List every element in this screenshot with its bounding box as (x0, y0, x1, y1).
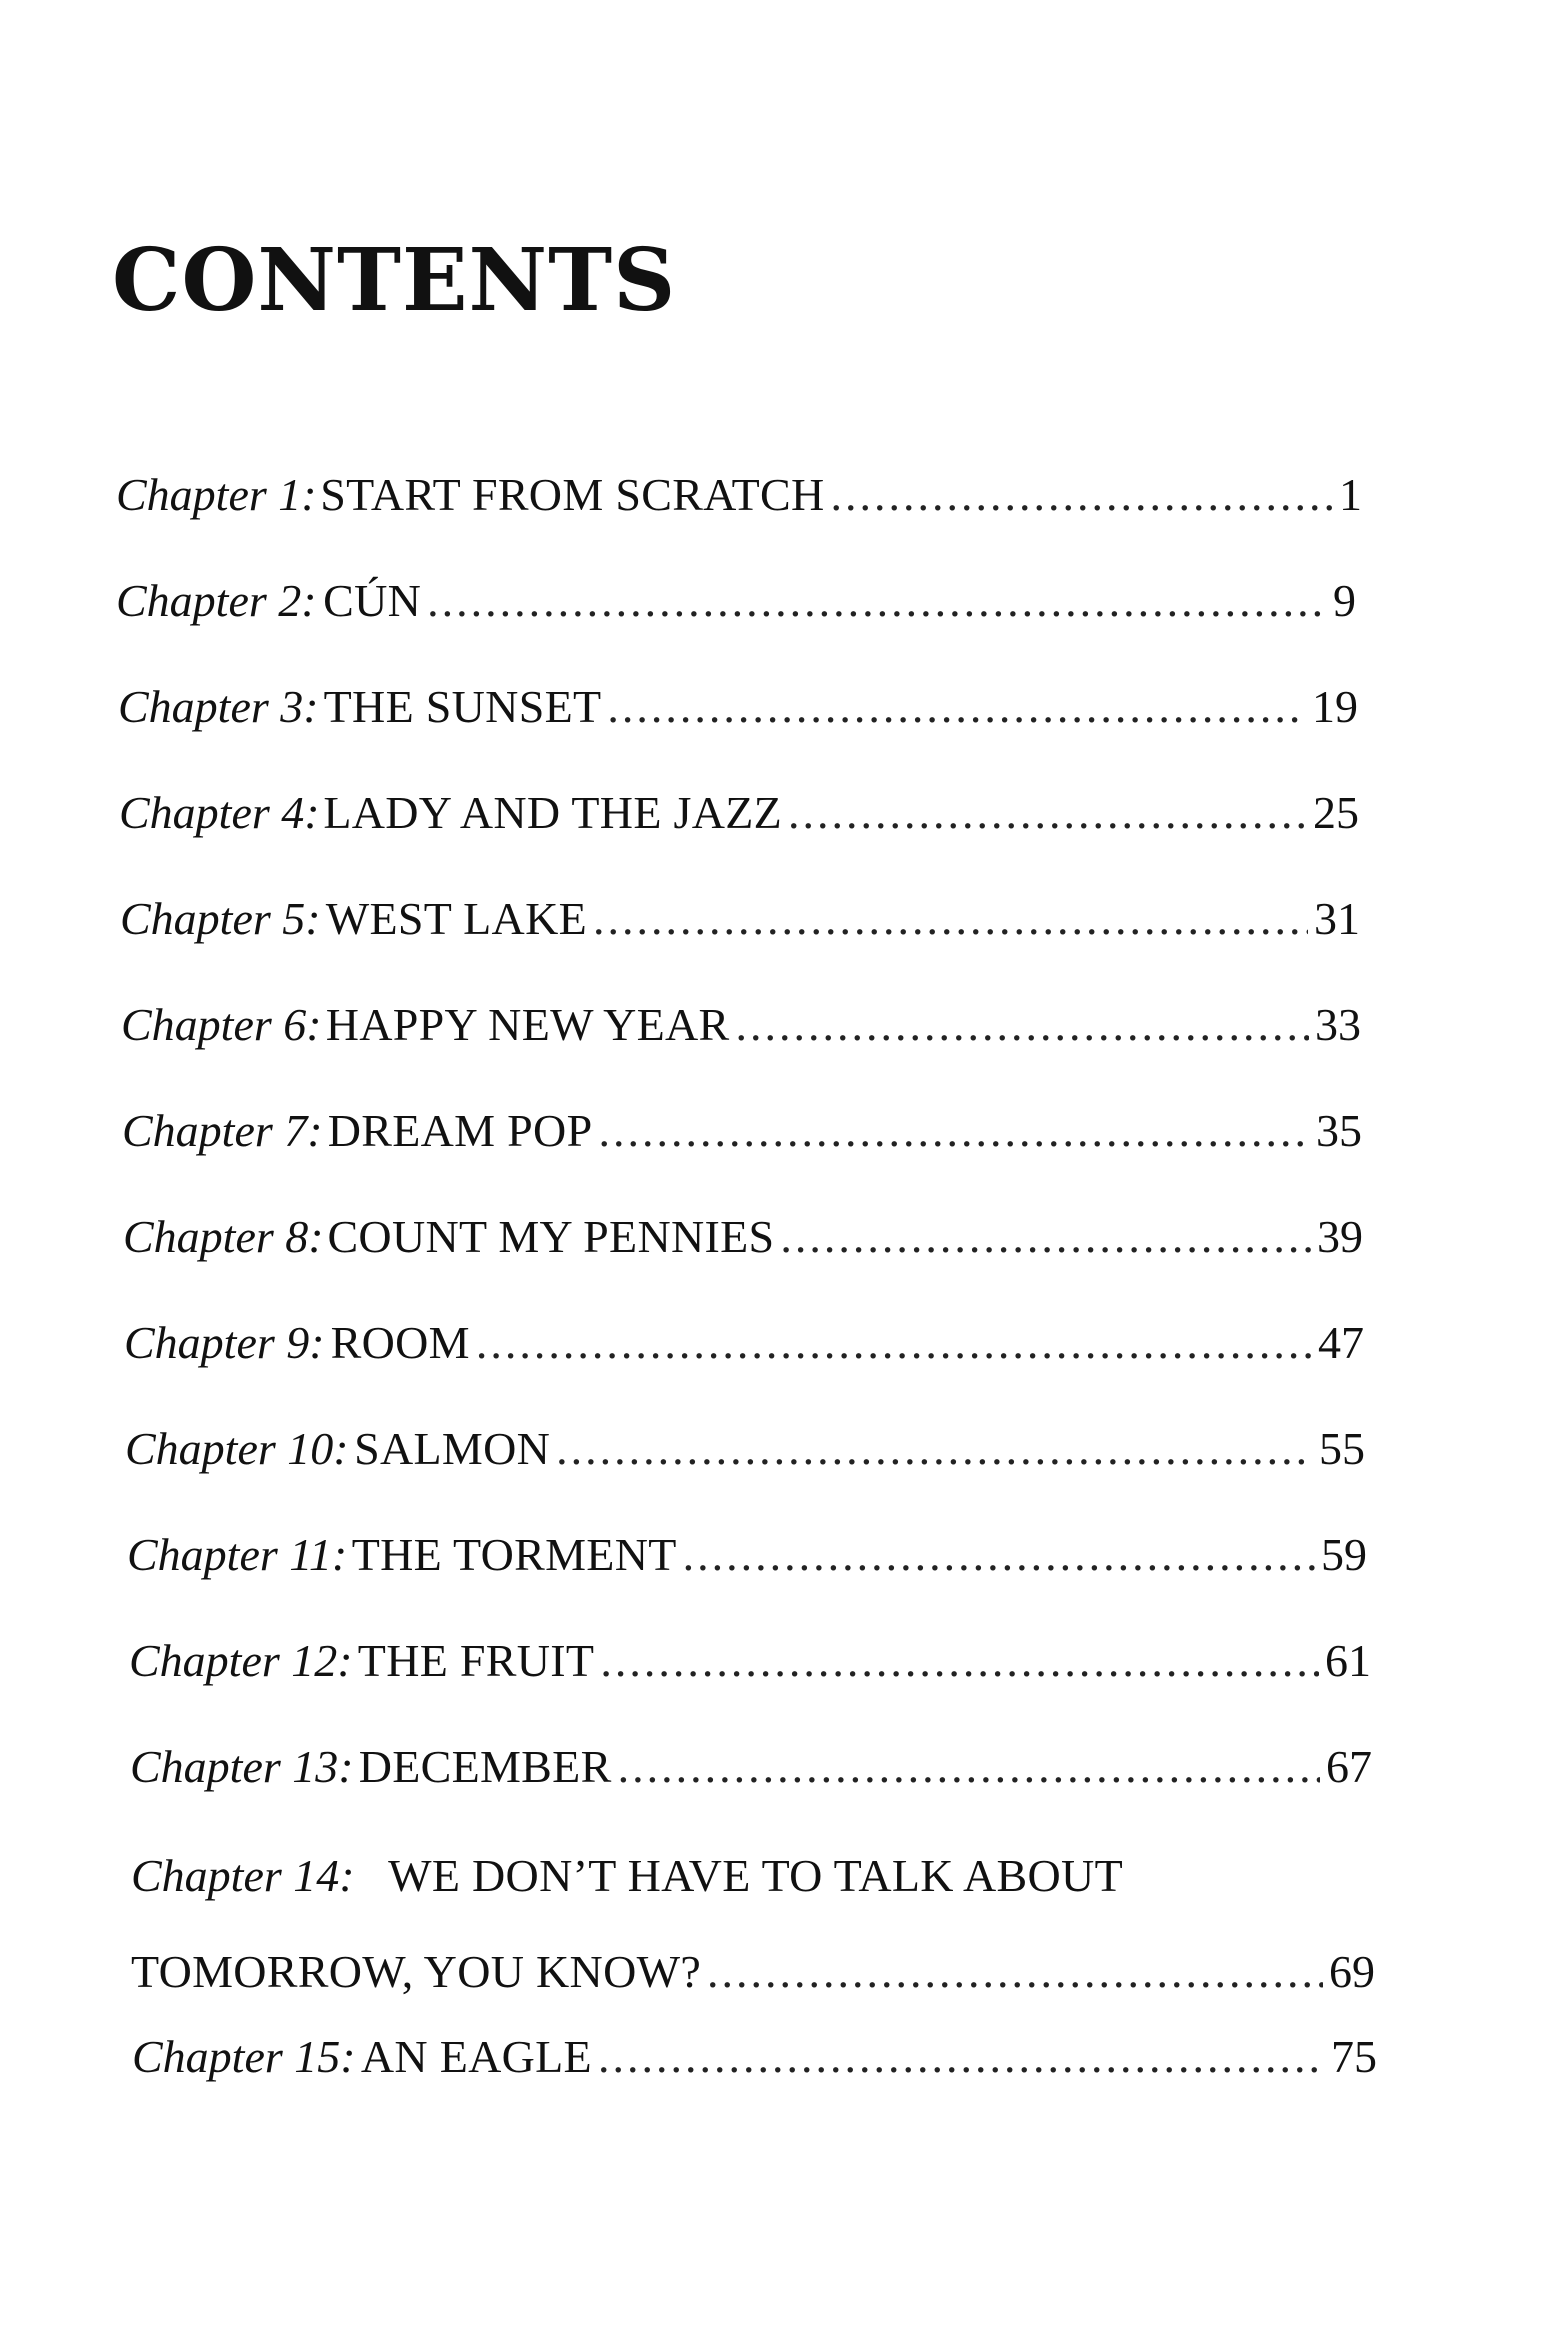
chapter-label: Chapter 13: (130, 1741, 354, 1792)
page-number: 39 (1317, 1211, 1363, 1262)
chapter-title: HAPPY NEW YEAR (325, 999, 730, 1050)
page-number: 1 (1339, 469, 1362, 520)
chapter-title-continued: TOMORROW, YOU KNOW? (131, 1946, 702, 1997)
chapter-label: Chapter 8: (123, 1211, 324, 1262)
dot-leader (831, 463, 1334, 527)
chapter-label: Chapter 6: (121, 999, 322, 1050)
dot-leader (600, 1629, 1319, 1693)
dot-leader (607, 675, 1306, 739)
chapter-title: DECEMBER (358, 1741, 612, 1792)
toc-entry-4[interactable] (119, 781, 1359, 845)
toc-entry-2[interactable] (116, 569, 1356, 633)
chapter-label: Chapter 9: (124, 1317, 325, 1368)
chapter-label: Chapter 1: (116, 469, 317, 520)
chapter-title: THE SUNSET (323, 681, 602, 732)
chapter-label: Chapter 10: (125, 1423, 349, 1474)
toc-entry-11[interactable] (127, 1523, 1367, 1587)
page-number: 9 (1333, 575, 1356, 626)
dot-leader (683, 1523, 1315, 1587)
chapter-label: Chapter 15: (132, 2031, 356, 2082)
page-number: 33 (1315, 999, 1361, 1050)
dot-leader (593, 887, 1308, 951)
page-number: 69 (1329, 1946, 1375, 1997)
toc-entry-6[interactable] (121, 993, 1361, 1057)
dot-leader (598, 2025, 1325, 2089)
dot-leader (707, 1940, 1323, 2004)
page-number: 25 (1313, 787, 1359, 838)
chapter-title: LADY AND THE JAZZ (323, 787, 783, 838)
toc-entry-3[interactable] (118, 675, 1358, 739)
toc-entry-5[interactable] (120, 887, 1360, 951)
chapter-label: Chapter 2: (116, 575, 317, 626)
page-number: 35 (1316, 1105, 1362, 1156)
chapter-title: THE FRUIT (357, 1635, 595, 1686)
toc-entry-7[interactable] (122, 1099, 1362, 1163)
contents-heading: CONTENTS (112, 230, 677, 331)
toc-entry-10[interactable] (125, 1417, 1365, 1481)
chapter-title: DREAM POP (327, 1105, 593, 1156)
chapter-title: SALMON (354, 1423, 551, 1474)
page-number: 19 (1312, 681, 1358, 732)
dot-leader (736, 993, 1310, 1057)
toc-entry-13[interactable] (130, 1735, 1372, 1799)
dot-leader (427, 569, 1327, 633)
chapter-title: START FROM SCRATCH (320, 469, 825, 520)
toc-entry-8[interactable] (123, 1205, 1363, 1269)
chapter-label: Chapter 12: (129, 1635, 353, 1686)
dot-leader (476, 1311, 1312, 1375)
chapter-label: Chapter 5: (120, 893, 321, 944)
page-number: 75 (1331, 2031, 1377, 2082)
dot-leader (598, 1099, 1310, 1163)
chapter-title: CÚN (323, 575, 422, 626)
dot-leader (556, 1417, 1313, 1481)
toc-entry-12[interactable] (129, 1629, 1371, 1693)
page-number: 31 (1314, 893, 1360, 944)
chapter-title: THE TORMENT (351, 1529, 677, 1580)
toc-entry-9[interactable] (124, 1311, 1364, 1375)
toc-entry-15[interactable] (132, 2025, 1377, 2089)
dot-leader (788, 781, 1307, 845)
chapter-title: WE DON’T HAVE TO TALK ABOUT (388, 1850, 1123, 1901)
chapter-label: Chapter 11: (127, 1529, 348, 1580)
toc-entry-14[interactable] (131, 1844, 1375, 2004)
dot-leader (780, 1205, 1311, 1269)
page-number: 47 (1318, 1317, 1364, 1368)
page-number: 67 (1326, 1741, 1372, 1792)
chapter-title: AN EAGLE (360, 2031, 592, 2082)
chapter-label: Chapter 3: (118, 681, 319, 732)
chapter-title: COUNT MY PENNIES (327, 1211, 775, 1262)
chapter-label: Chapter 7: (122, 1105, 323, 1156)
chapter-label: Chapter 4: (119, 787, 320, 838)
dot-leader (618, 1735, 1320, 1799)
page-number: 55 (1319, 1423, 1365, 1474)
chapter-title: WEST LAKE (325, 893, 587, 944)
chapter-title: ROOM (330, 1317, 470, 1368)
page-number: 61 (1325, 1635, 1371, 1686)
toc-entry-1[interactable] (116, 463, 1362, 527)
chapter-label: Chapter 14: (131, 1850, 355, 1901)
page-number: 59 (1321, 1529, 1367, 1580)
